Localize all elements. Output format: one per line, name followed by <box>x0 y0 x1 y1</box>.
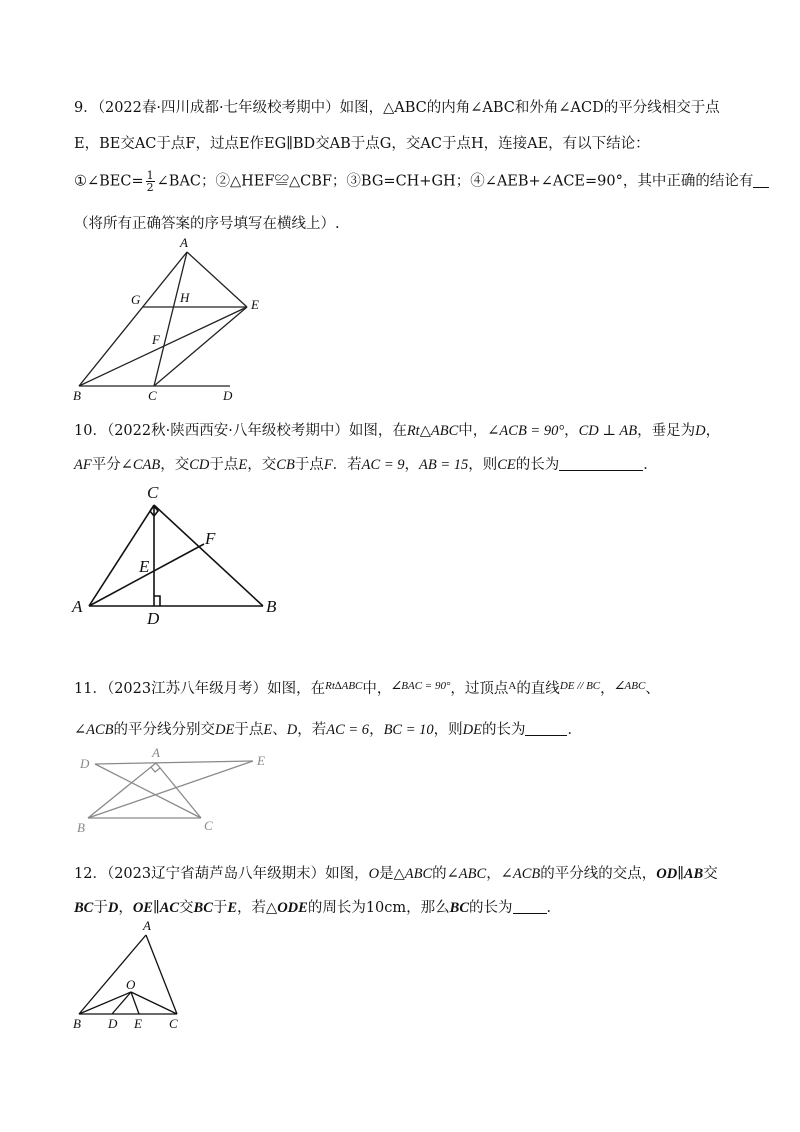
q9-label-e: E <box>251 297 259 312</box>
q11-label-b: B <box>77 820 85 835</box>
q9-line-1: 9．（2022春·四川成都·七年级校考期中）如图，△ABC的内角∠ABC和外角∠ACD的平分线相交于点 <box>74 100 720 116</box>
q9-label-c: C <box>148 388 157 403</box>
q11-line-2: ∠ACB的平分线分别交DE于点E、D，若AC = 6，BC = 10，则DE的长为 ． <box>74 722 582 738</box>
q12-line-bo <box>79 992 131 1014</box>
q9-line-3: ①∠BEC= $\frac{1}{2}$ ∠BAC；②△HEF≌△CBF；③BG=CH+GH；④∠AEB+∠ACE=90°，其中正确的结论有 <box>74 170 769 193</box>
q10-label-c: C <box>147 483 159 502</box>
q11-label-e: E <box>257 753 265 768</box>
q11-label-a: A <box>152 745 160 760</box>
q12-label-a: A <box>143 918 151 933</box>
q10-label-a: A <box>72 597 83 616</box>
q9-label-b: B <box>73 388 81 403</box>
q12-label-o: O <box>126 977 136 992</box>
q11-label-d: D <box>80 756 90 771</box>
q12-line-2: BC于D，OE∥AC交BC于E，若△ODE的周长为10cm，那么BC的长为 ． <box>74 900 561 916</box>
q9-label-d: D <box>223 388 233 403</box>
q10-label-d: D <box>147 609 160 628</box>
q10-label-b: B <box>266 597 277 616</box>
q9-label-h: H <box>180 290 190 305</box>
q12-line-1: 12．（2023辽宁省葫芦岛八年级期末）如图，O是△ABC的∠ABC，∠ACB的平分线的交点，OD∥AB交 <box>74 866 718 882</box>
q12-label-e: E <box>134 1016 142 1031</box>
q10-label-e: E <box>139 557 150 576</box>
q9-label-g: G <box>131 292 141 307</box>
q10-label-f: F <box>205 529 216 548</box>
q11-label-c: C <box>204 818 213 833</box>
q10-line-1: 10．（2022秋·陕西西安·八年级校考期中）如图，在Rt△ABC中，∠ACB = 90°，CD ⊥ AB，垂足为D， <box>74 423 721 439</box>
q9-fraction-half: $\frac{1}{2}$ <box>146 169 154 194</box>
q12-line-ab <box>79 935 146 1014</box>
q9-line-2: E，BE交AC于点F，过点E作EG∥BD交AB于点G，交AC于点H，连接AE，有以下结论： <box>74 136 650 152</box>
q9-line-4: （将所有正确答案的序号填写在横线上）. <box>74 216 340 232</box>
q12-line-ac <box>146 935 177 1014</box>
q12-label-c: C <box>169 1016 178 1031</box>
q9-label-a: A <box>180 235 188 250</box>
q12-line-od <box>112 992 131 1014</box>
q12-label-d: D <box>108 1016 118 1031</box>
q12-label-b: B <box>73 1016 81 1031</box>
q10-line-2: AF平分∠CAB，交CD于点E，交CB于点F．若AC = 9，AB = 15，则CE的长为 ． <box>74 457 658 473</box>
q9-label-f: F <box>152 332 160 347</box>
q11-line-1: 11．（2023江苏八年级月考）如图，在$^{Rt\Delta ABC}$中，$^{\angle BAC = 90^\circ}$，过顶点$^A$的直线$^{DE // BC}$，$^{\angle ABC}$、 <box>74 680 660 697</box>
